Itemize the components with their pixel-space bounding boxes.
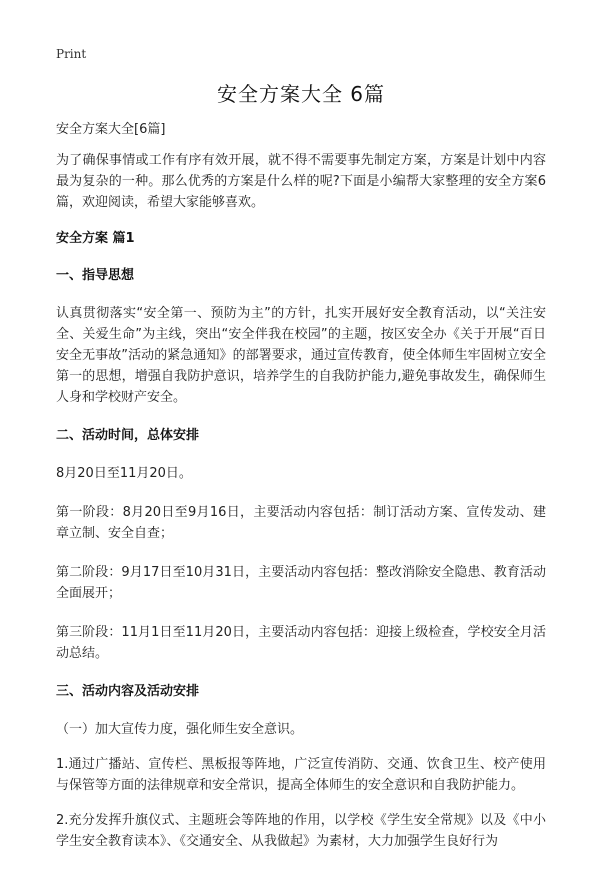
point-two: 2.充分发挥升旗仪式、主题班会等阵地的作用，以学校《学生安全常规》以及《中小学生安全教育读本》、《交通安全、从我做起》为素材，大力加强学生良好行为 <box>56 813 546 849</box>
page-title: 安全方案大全 6篇 <box>216 82 386 106</box>
document-subtitle: 安全方案大全[6篇] <box>56 122 166 137</box>
item-one: （一）加大宣传力度，强化师生安全意识。 <box>56 722 304 737</box>
heading-activity-content: 三、活动内容及活动安排 <box>56 684 200 699</box>
document-body <box>56 82 546 870</box>
intro-paragraph: 为了确保事情或工作有序有效开展，就不得不需要事先制定方案，方案是计划中内容最为复杂的一种。那么优秀的方案是什么样的呢?下面是小编帮大家整理的安全方案6篇，欢迎阅读，希望大家能够喜欢。 <box>56 153 546 210</box>
section-title: 安全方案 篇1 <box>56 231 135 246</box>
guiding-paragraph: 认真贯彻落实“安全第一、预防为主”的方针，扎实开展好安全教育活动，以“关注安全、关爱生命”为主线，突出“安全伴我在校园”的主题，按区安全办《关于开展“百日安全无事故”活动的紧急通知》的部署要求，通过宣传教育，使全体师生牢固树立安全第一的思想，增强自我防护意识，培养学生的自我防护能力,避免事故发生，确保师生人身和学校财产安全。 <box>56 306 546 405</box>
point-one: 1.通过广播站、宣传栏、黑板报等阵地，广泛宣传消防、交通、饮食卫生、校产使用与保管等方面的法律规章和安全常识，提高全体师生的安全意识和自我防护能力。 <box>56 757 546 793</box>
print-link[interactable]: Print <box>56 47 87 61</box>
stage-two: 第二阶段：9月17日至10月31日，主要活动内容包括：整改消除安全隐患、教育活动全面展开； <box>56 565 546 601</box>
schedule-date: 8月20日至11月20日。 <box>56 466 192 481</box>
stage-one: 第一阶段：8月20日至9月16日，主要活动内容包括：制订活动方案、宣传发动、建章立制、安全自查； <box>56 505 546 541</box>
heading-schedule: 二、活动时间，总体安排 <box>56 428 200 443</box>
heading-guiding-thought: 一、指导思想 <box>56 268 135 283</box>
stage-three: 第三阶段：11月1日至11月20日，主要活动内容包括：迎接上级检查，学校安全月活动总结。 <box>56 625 546 661</box>
